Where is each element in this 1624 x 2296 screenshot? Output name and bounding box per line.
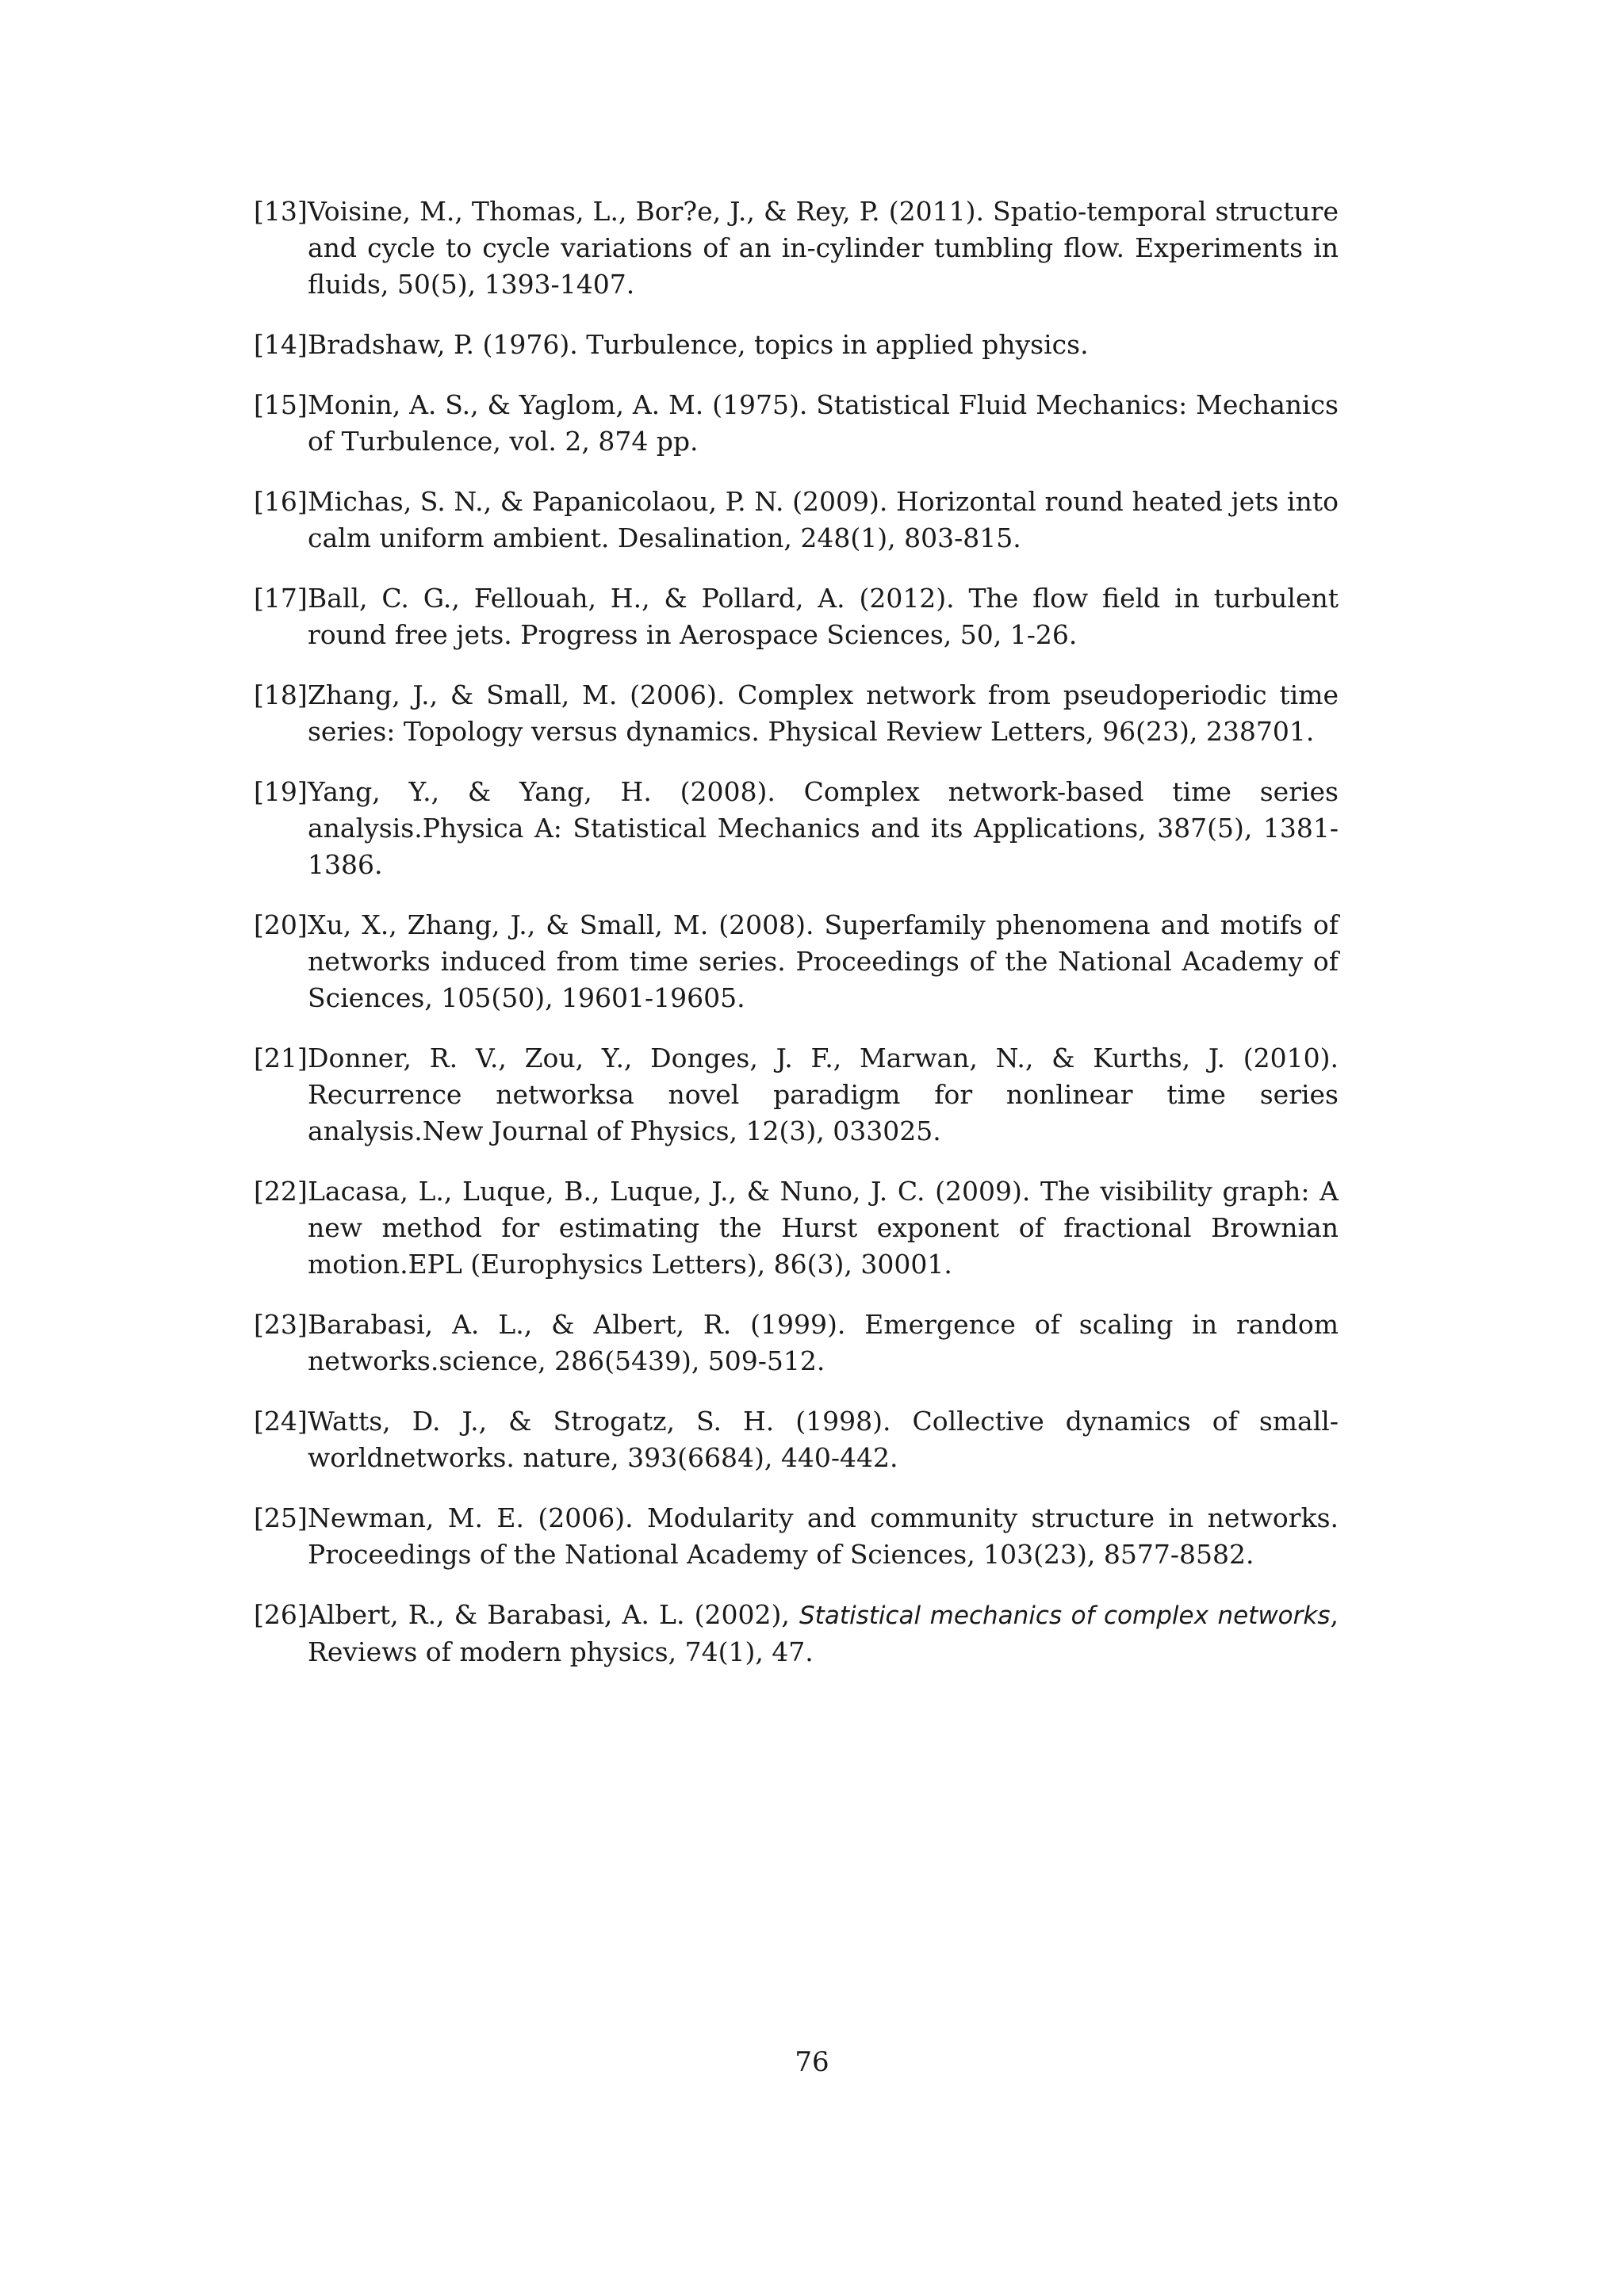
reference-item <box>254 580 1339 653</box>
reference-text: Voisine, M., Thomas, L., Bor?e, J., & Rey, P. (2011). Spatio-temporal structure and cycle to cycle variations of an in-cylinder tumbling flow. Experiments in fluids, 50(5), 1393-1407. <box>308 196 1339 300</box>
reference-number: [23] <box>254 1309 308 1340</box>
reference-text: Monin, A. S., & Yaglom, A. M. (1975). Statistical Fluid Mechanics: Mechanics of Turbulence, vol. 2, 874 pp. <box>308 389 1339 457</box>
reference-item <box>254 907 1339 1016</box>
reference-title: Statistical mechanics of complex networks <box>799 1601 1331 1630</box>
reference-item <box>254 484 1339 557</box>
reference-item <box>254 327 1339 363</box>
reference-text: Donner, R. V., Zou, Y., Donges, J. F., Marwan, N., & Kurths, J. (2010). Recurrence networksa novel paradigm for nonlinear time series analysis.New Journal of Physics, 12(3), 033025. <box>308 1043 1339 1146</box>
reference-item <box>254 1173 1339 1283</box>
reference-number: [13] <box>254 196 308 227</box>
reference-item <box>254 677 1339 750</box>
reference-item <box>254 193 1339 303</box>
reference-item <box>254 1597 1339 1670</box>
reference-number: [26] <box>254 1599 308 1630</box>
reference-item <box>254 1307 1339 1380</box>
reference-number: [15] <box>254 389 308 420</box>
reference-item <box>254 387 1339 460</box>
reference-item <box>254 1500 1339 1573</box>
reference-authors: Albert, R., & Barabasi, A. L. (2002), <box>308 1599 799 1630</box>
reference-number: [22] <box>254 1176 308 1207</box>
reference-text: Newman, M. E. (2006). Modularity and community structure in networks. Proceedings of the National Academy of Sciences, 103(23), 8577-8582. <box>308 1502 1339 1570</box>
reference-item <box>254 1403 1339 1476</box>
reference-text: Michas, S. N., & Papanicolaou, P. N. (2009). Horizontal round heated jets into calm uniform ambient. Desalination, 248(1), 803-815. <box>308 486 1339 553</box>
reference-text: Ball, C. G., Fellouah, H., & Pollard, A. (2012). The flow field in turbulent round free jets. Progress in Aerospace Sciences, 50, 1-26. <box>308 583 1339 650</box>
reference-text <box>308 1597 1339 1670</box>
reference-list <box>254 193 1339 1694</box>
reference-text: Watts, D. J., & Strogatz, S. H. (1998). Collective dynamics of small-worldnetworks. nature, 393(6684), 440-442. <box>308 1406 1339 1473</box>
reference-text: Bradshaw, P. (1976). Turbulence, topics in applied physics. <box>308 329 1089 360</box>
reference-text: Lacasa, L., Luque, B., Luque, J., & Nuno, J. C. (2009). The visibility graph: A new method for estimating the Hurst exponent of fractional Brownian motion.EPL (Europhysics Letters), 86(3), 30001. <box>308 1176 1339 1280</box>
reference-number: [17] <box>254 583 308 614</box>
reference-number: [20] <box>254 909 308 940</box>
reference-number: [25] <box>254 1502 308 1533</box>
reference-item <box>254 774 1339 883</box>
page-number: 76 <box>795 2046 829 2078</box>
reference-number: [16] <box>254 486 308 517</box>
reference-number: [19] <box>254 776 308 807</box>
reference-number: [18] <box>254 679 308 710</box>
reference-number: [24] <box>254 1406 308 1437</box>
reference-number: [21] <box>254 1043 308 1073</box>
reference-item <box>254 1040 1339 1150</box>
reference-source: , Reviews of modern physics, 74(1), 47. <box>308 1599 1339 1667</box>
reference-text: Yang, Y., & Yang, H. (2008). Complex network-based time series analysis.Physica A: Statistical Mechanics and its Applications, 387(5), 1381-1386. <box>308 776 1339 880</box>
reference-text: Barabasi, A. L., & Albert, R. (1999). Emergence of scaling in random networks.science, 286(5439), 509-512. <box>308 1309 1339 1376</box>
reference-number: [14] <box>254 329 308 360</box>
reference-text: Xu, X., Zhang, J., & Small, M. (2008). Superfamily phenomena and motifs of networks induced from time series. Proceedings of the National Academy of Sciences, 105(50), 19601-19605. <box>308 909 1339 1013</box>
reference-text: Zhang, J., & Small, M. (2006). Complex network from pseudoperiodic time series: Topology versus dynamics. Physical Review Letters, 96(23), 238701. <box>308 679 1339 747</box>
